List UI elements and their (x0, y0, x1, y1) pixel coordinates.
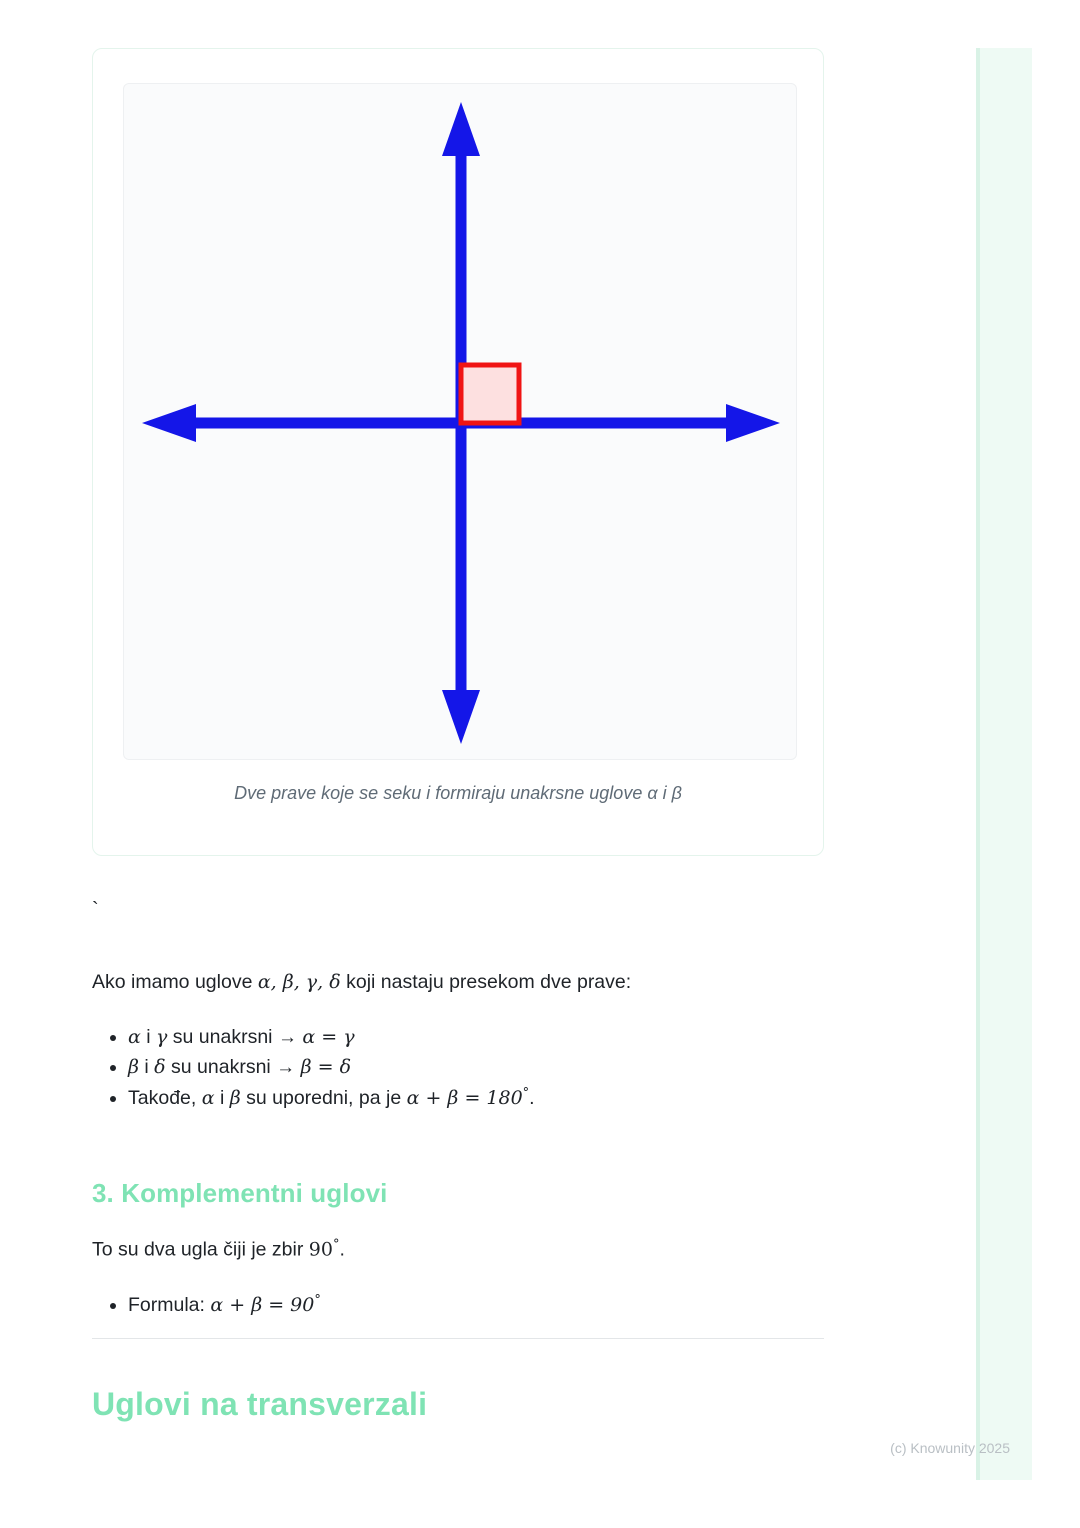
bullet1-text: su unakrsni (167, 1026, 278, 1048)
bullet1-b: γ (156, 1026, 168, 1048)
right-accent-line (976, 48, 980, 1480)
list-item (128, 1022, 888, 1052)
formula-degree: ° (314, 1292, 321, 1308)
bullet2-text: su unakrsni (165, 1056, 277, 1079)
komp-degree: ° (332, 1237, 340, 1252)
section-heading-komplementni: 3. Komplementni uglovi (92, 1178, 388, 1208)
footer-copyright: (c) Knowunity 2025 (890, 1440, 1010, 1456)
list-item (128, 1290, 888, 1320)
bullet3-tail: . (529, 1086, 535, 1109)
bullet3-mid: i (214, 1086, 230, 1109)
bullet3-eq: α + β = 180 (406, 1086, 523, 1109)
intro-before: Ako imamo uglove (92, 971, 258, 993)
figure-card (92, 48, 824, 856)
komp-value: 90 (308, 1238, 333, 1261)
bullet1-a: α (128, 1026, 141, 1048)
bullet2-a: β (128, 1056, 139, 1079)
bullet1-mid: i (140, 1026, 157, 1048)
bullet3-degree: ° (522, 1085, 530, 1101)
list-item (128, 1052, 888, 1082)
two-intersecting-lines-icon (124, 84, 798, 761)
section-heading-transverzali: Uglovi na transverzali (92, 1386, 428, 1422)
bullet2-eq: β = δ (300, 1056, 352, 1079)
komplementarni-paragraph (92, 1235, 852, 1265)
section-divider (92, 1338, 824, 1339)
bullet-list-crossing-angles (92, 1022, 888, 1113)
komp-after: . (339, 1238, 345, 1261)
bullet3-a: α (201, 1086, 215, 1109)
bullet3-prefix: Takođe, (128, 1086, 202, 1109)
right-accent-strip (980, 48, 1032, 1480)
figure-canvas (123, 83, 797, 760)
stray-backtick: ` (92, 899, 99, 921)
bullet-list-formula (92, 1290, 888, 1320)
komp-before: To su dva ugla čiji je zbir (92, 1238, 309, 1261)
bullet2-mid: i (138, 1056, 155, 1079)
list-item (128, 1083, 888, 1113)
intro-symbols: α, β, γ, δ (257, 971, 341, 993)
bullet1-eq: α = γ (302, 1026, 355, 1048)
arrow-icon: → (276, 1057, 296, 1079)
figure-caption: Dve prave koje se seku i formiraju unakrsne uglove α i β (234, 783, 682, 803)
formula-label: Formula: (128, 1294, 211, 1316)
arrow-icon: → (277, 1027, 297, 1048)
intro-after: koji nastaju presekom dve prave: (340, 971, 632, 993)
bullet3-text: su uporedni, pa je (240, 1086, 407, 1109)
intro-paragraph (92, 968, 852, 997)
bullet3-b: β (229, 1086, 241, 1109)
bullet2-b: δ (154, 1056, 166, 1079)
formula-eq: α + β = 90 (210, 1294, 315, 1316)
